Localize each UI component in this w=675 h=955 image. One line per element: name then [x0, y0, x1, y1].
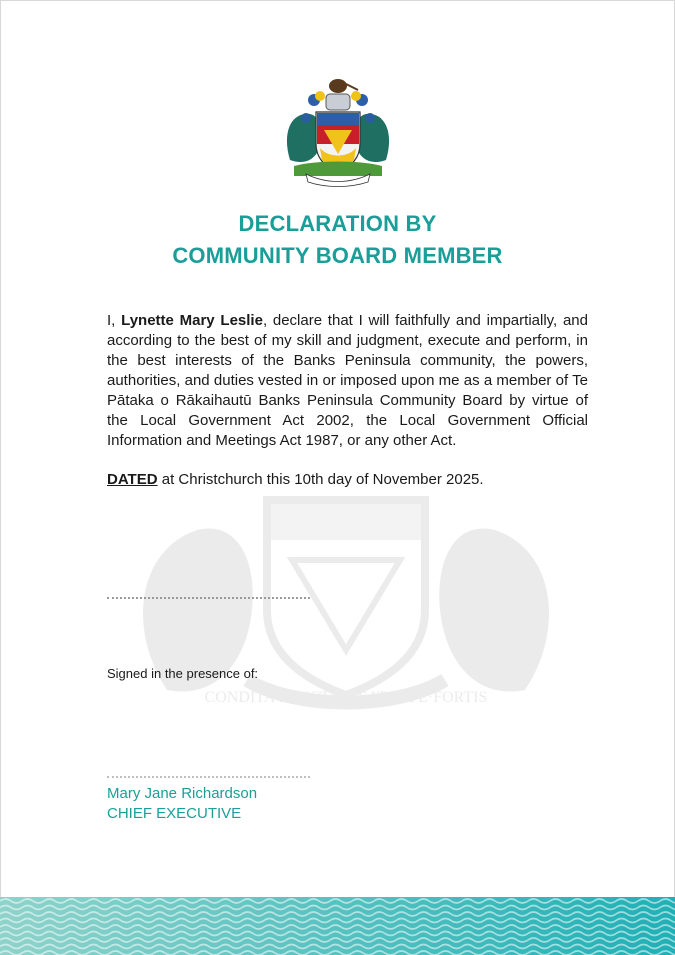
member-name: Lynette Mary Leslie [121, 312, 263, 329]
declaration-body: , declare that I will faithfully and impartially, and according to the best of my skill and judgment, execute and perform, in the best interests of the Banks Peninsula community, the powers, authorities, and duties vested in or imposed upon me as a member of Te Pātaka o Rākaihautū Banks Peninsula Community Board by virtue of the Local Government Act 2002, the Local Government Official Information and Meetings Act 1987, or any other Act. [107, 312, 588, 449]
signer-title: CHIEF EXECUTIVE [107, 805, 242, 822]
document-title-line-2: COMMUNITY BOARD MEMBER [172, 243, 503, 268]
dated-line [107, 470, 588, 490]
signer-name: Mary Jane Richardson [107, 785, 258, 802]
witness-signature-line [107, 776, 310, 778]
declaration-paragraph [107, 311, 588, 451]
member-signature-line [107, 597, 310, 599]
decorative-wave-footer [0, 897, 675, 955]
declaration-prefix: I, [107, 312, 122, 329]
dated-text: at Christchurch this 10th day of November 2025. [157, 471, 484, 488]
dated-keyword: DATED [107, 471, 158, 488]
coat-of-arms-crest [276, 74, 400, 188]
crest-motto: CONDITA FRUCTU·BEATA SPE·FORTIS [204, 689, 488, 706]
presence-label: Signed in the presence of: [107, 666, 259, 681]
document-title-line-1: DECLARATION BY [238, 211, 437, 236]
